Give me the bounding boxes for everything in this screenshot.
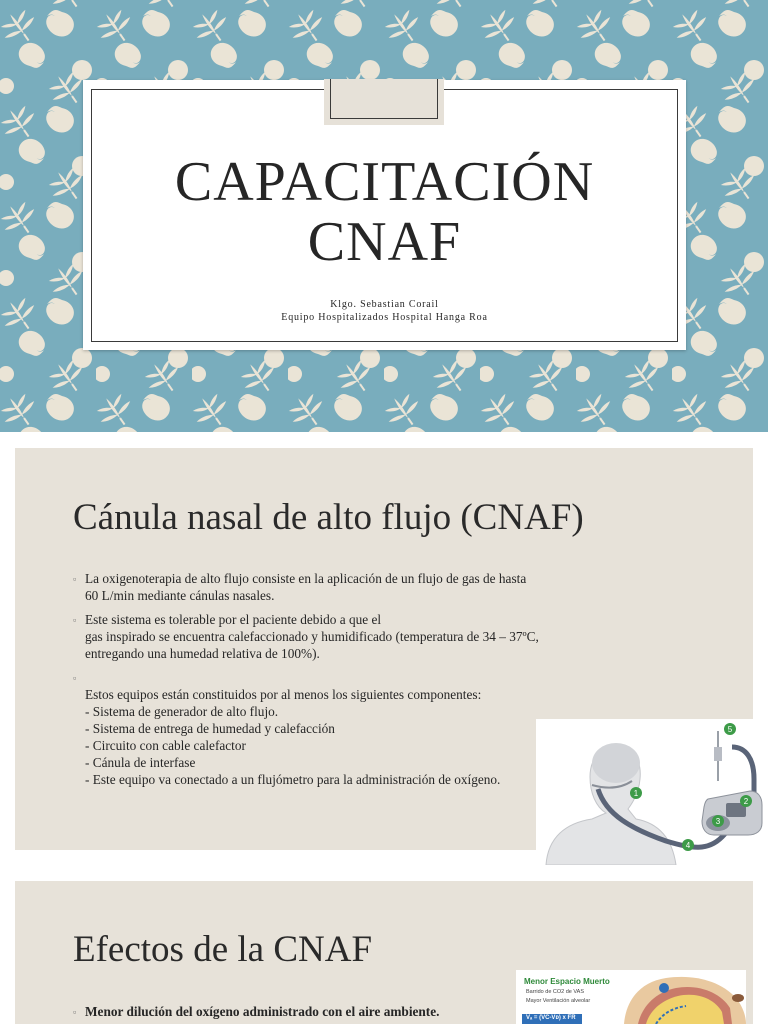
title-card-tab xyxy=(324,79,444,125)
svg-text:1: 1 xyxy=(633,789,639,798)
dead-space-illustration xyxy=(516,970,746,1024)
bullet-line: Menor dilución del oxígeno administrado con el aire ambiente. xyxy=(85,1004,440,1019)
slide-title: Efectos de la CNAF xyxy=(73,929,373,970)
presentation-title xyxy=(83,152,686,272)
bullet-marker-icon: ▫ xyxy=(73,574,77,584)
bullet-marker-icon: ▫ xyxy=(73,1007,77,1017)
figure-line-1: Barrido de CO2 de VAS xyxy=(526,989,584,995)
bullet-line xyxy=(85,669,591,686)
bullet-list xyxy=(71,570,591,795)
svg-text:2: 2 xyxy=(743,797,749,806)
figure-line-2: Mayor Ventilación alveolar xyxy=(526,998,591,1004)
svg-text:5: 5 xyxy=(727,725,733,734)
presentation-subtitle xyxy=(83,298,686,324)
figure-heading: Menor Espacio Muerto xyxy=(524,977,610,986)
bullet-list xyxy=(71,1003,591,1027)
title-line-2: CNAF xyxy=(307,211,462,273)
bullet-line: gas inspirado se encuentra calefaccionado y humidificado (temperatura de 34 – 37ºC, xyxy=(85,629,539,644)
bullet-item xyxy=(71,570,591,604)
bullet-line: La oxigenoterapia de alto flujo consiste en la aplicación de un flujo de gas de hasta xyxy=(85,571,527,586)
bullet-line: 60 L/min mediante cánulas nasales. xyxy=(85,588,275,603)
marker-5-icon xyxy=(724,723,736,735)
bullet-item xyxy=(71,669,591,788)
bullet-marker-icon: ▫ xyxy=(73,673,77,683)
bullet-line: - Circuito con cable calefactor xyxy=(85,738,246,753)
bullet-line: - Sistema de generador de alto flujo. xyxy=(85,704,279,719)
svg-text:3: 3 xyxy=(715,817,721,826)
cnaf-device-illustration xyxy=(536,719,768,865)
marker-4-icon xyxy=(682,839,694,851)
bullet-line: - Cánula de interfase xyxy=(85,755,196,770)
bullet-line: entregando una humedad relativa de 100%). xyxy=(85,646,320,661)
cnaf-equipment-diagram xyxy=(536,719,768,865)
team-name: Equipo Hospitalizados Hospital Hanga Roa xyxy=(281,312,488,323)
title-slide xyxy=(0,0,768,432)
title-card xyxy=(83,80,686,350)
title-line-1: CAPACITACIÓN xyxy=(174,151,595,213)
svg-text:4: 4 xyxy=(685,841,691,850)
marker-2-icon xyxy=(740,795,752,807)
author-name: Klgo. Sebastian Corail xyxy=(330,299,439,310)
slide-title: Cánula nasal de alto flujo (CNAF) xyxy=(73,497,584,538)
figure-formula: Vₐ = (VC-Vᴅ) x FR xyxy=(526,1015,576,1021)
bullet-item xyxy=(71,611,591,662)
marker-3-icon xyxy=(712,815,724,827)
bullet-line: Este sistema es tolerable por el paciente debido a que el xyxy=(85,612,382,627)
bullet-line: - Este equipo va conectado a un flujómetro para la administración de oxígeno. xyxy=(85,772,501,787)
bullet-line: Estos equipos están constituidos por al menos los siguientes componentes: xyxy=(85,687,482,702)
bullet-line: - Sistema de entrega de humedad y calefacción xyxy=(85,721,335,736)
bullet-item xyxy=(71,1003,591,1020)
marker-1-icon xyxy=(630,787,642,799)
bullet-marker-icon: ▫ xyxy=(73,615,77,625)
